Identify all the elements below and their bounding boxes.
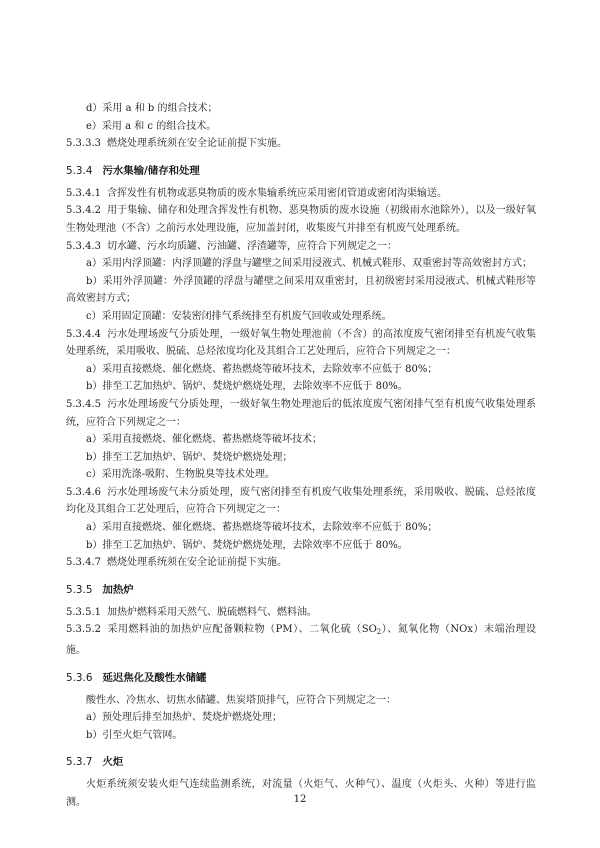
section-title: 污水集输/储存和处理: [102, 164, 200, 177]
section-heading-5-3-4: [66, 162, 536, 180]
clause-5-3-5-1: [66, 604, 536, 622]
clause-5-3-4-4: [66, 326, 536, 361]
section-number: 5.3.6: [66, 671, 93, 684]
list-item-d: d）采用 a 和 b 的组合技术；: [86, 103, 218, 114]
clause-text: 用于集输、储存和处理含挥发性有机物、恶臭物质的废水设施（初级雨水池除外），以及一级好氧生物处理池（不含）之前污水处理设施，应加盖封闭，收集废气并排至有机废气处理系统。: [66, 205, 536, 234]
list-item-b: b）排至工艺加热炉、锅炉、焚烧炉燃烧处理，去除效率不应低于 80%。: [86, 381, 408, 393]
clause-text: 采用燃料油的加热炉应配备颗粒物（PM）、二氧化硫（SO: [107, 624, 377, 636]
clause-number: 5.3.4.2: [66, 205, 101, 217]
clause-text: 污水处理场废气分质处理，一级好氧生物处理池前（不含）的高浓度废气密闭排至有机废气收集处理系统，采用吸收、脱硫、总烃浓度均化及其组合工艺处理后，应符合下列规定之一：: [66, 328, 536, 358]
section-title: 加热炉: [102, 583, 134, 596]
clause-number: 5.3.4.4: [66, 328, 101, 340]
clause-text: 含挥发性有机物或恶臭物质的废水集输系统应采用密闭管道或密闭沟渠输送。: [107, 187, 447, 199]
clause-number: 5.3.4.3: [66, 240, 101, 252]
clause-number: 5.3.5.2: [66, 624, 101, 636]
clause-text: 切水罐、污水均质罐、污油罐、浮渣罐等，应符合下列规定之一：: [107, 240, 397, 252]
clause-5-3-4-2: [66, 202, 536, 237]
clause-5-3-3-3: [66, 135, 536, 153]
subscript: 2: [376, 628, 382, 637]
section-title: 延迟焦化及酸性水储罐: [102, 671, 207, 684]
clause-number: 5.3.4.6: [66, 486, 101, 498]
clause-5-3-4-3: [66, 238, 536, 256]
list-item-e: e）采用 a 和 c 的组合技术。: [86, 120, 217, 132]
clause-5-3-5-2: [66, 621, 536, 659]
page-number: 12: [293, 794, 307, 805]
clause-number: 5.3.4.5: [66, 398, 101, 410]
list-item-b: b）排至工艺加热炉、锅炉、焚烧炉燃烧处理，去除效率不应低于 80%。: [86, 539, 408, 551]
list-item-b: b）排至工艺加热炉、锅炉、焚烧炉燃烧处理；: [86, 451, 293, 463]
clause-5-3-4-7: [66, 554, 536, 572]
section-number: 5.3.5: [66, 583, 93, 596]
clause-5-3-4-6: [66, 484, 536, 519]
list-item-a: a）采用直接燃烧、催化燃烧、蓄热燃烧等破坏技术，去除效率不应低于 80%；: [86, 363, 438, 375]
clause-5-3-4-5: [66, 396, 536, 431]
clause-number: 5.3.4.1: [66, 187, 101, 199]
list-item-a: a）采用直接燃烧、催化燃烧、蓄热燃烧等破坏技术，去除效率不应低于 80%；: [86, 522, 438, 534]
paragraph-intro: 酸性水、冷焦水、切焦水储罐、焦炭塔顶排气，应符合下列规定之一：: [86, 694, 396, 706]
section-title: 火炬: [102, 756, 124, 769]
list-item-b: b）引至火炬气管网。: [86, 729, 183, 741]
section-heading-5-3-6: [66, 669, 536, 687]
document-body: [66, 100, 536, 812]
clause-number: 5.3.3.3: [66, 138, 101, 150]
section-heading-5-3-7: [66, 753, 536, 771]
clause-text: ）、氮氧化物（NOx）末端治理设施。: [66, 624, 536, 657]
section-number: 5.3.4: [66, 164, 93, 177]
paragraph-body: 火炬系统须安装火炬气连续监测系统，对流量（火炬气、火种气）、温度（火炬头、火种）等进行监测。: [66, 779, 536, 808]
list-item-c: c）采用固定顶罐：安装密闭排气系统排至有机废气回收或处理系统。: [86, 310, 392, 322]
clause-number: 5.3.4.7: [66, 557, 101, 569]
clause-5-3-4-1: [66, 185, 536, 203]
section-number: 5.3.7: [66, 756, 93, 769]
clause-text: 燃烧处理系统须在安全论证前提下实施。: [107, 138, 287, 150]
clause-text: 加热炉燃料采用天然气、脱硫燃料气、燃料油。: [107, 606, 317, 618]
clause-text: 污水处理场废气未分质处理，废气密闭排至有机废气收集处理系统，采用吸收、脱硫、总烃浓度均化及其组合工艺处理后，应符合下列规定之一：: [66, 486, 536, 516]
clause-number: 5.3.5.1: [66, 606, 101, 618]
list-item-a: a）采用直接燃烧、催化燃烧、蓄热燃烧等破坏技术；: [86, 434, 322, 446]
list-item-b: b）采用外浮顶罐：外浮顶罐的浮盘与罐壁之间采用双重密封，且初级密封采用浸液式、机械式鞋形等高效密封方式；: [66, 275, 536, 305]
list-item-a: a）采用内浮顶罐：内浮顶罐的浮盘与罐壁之间采用浸液式、机械式鞋形、双重密封等高效密封方式；: [86, 258, 532, 270]
section-heading-5-3-5: [66, 581, 536, 599]
clause-text: 污水处理场废气分质处理，一级好氧生物处理池后的低浓度废气密闭排气至有机废气收集处理系统，应符合下列规定之一：: [66, 398, 536, 428]
list-item-c: c）采用洗涤-吸附、生物脱臭等技术处理。: [86, 469, 275, 481]
clause-text: 燃烧处理系统须在安全论证前提下实施。: [107, 557, 287, 569]
list-item-a: a）预处理后排至加热炉、焚烧炉燃烧处理；: [86, 712, 282, 724]
